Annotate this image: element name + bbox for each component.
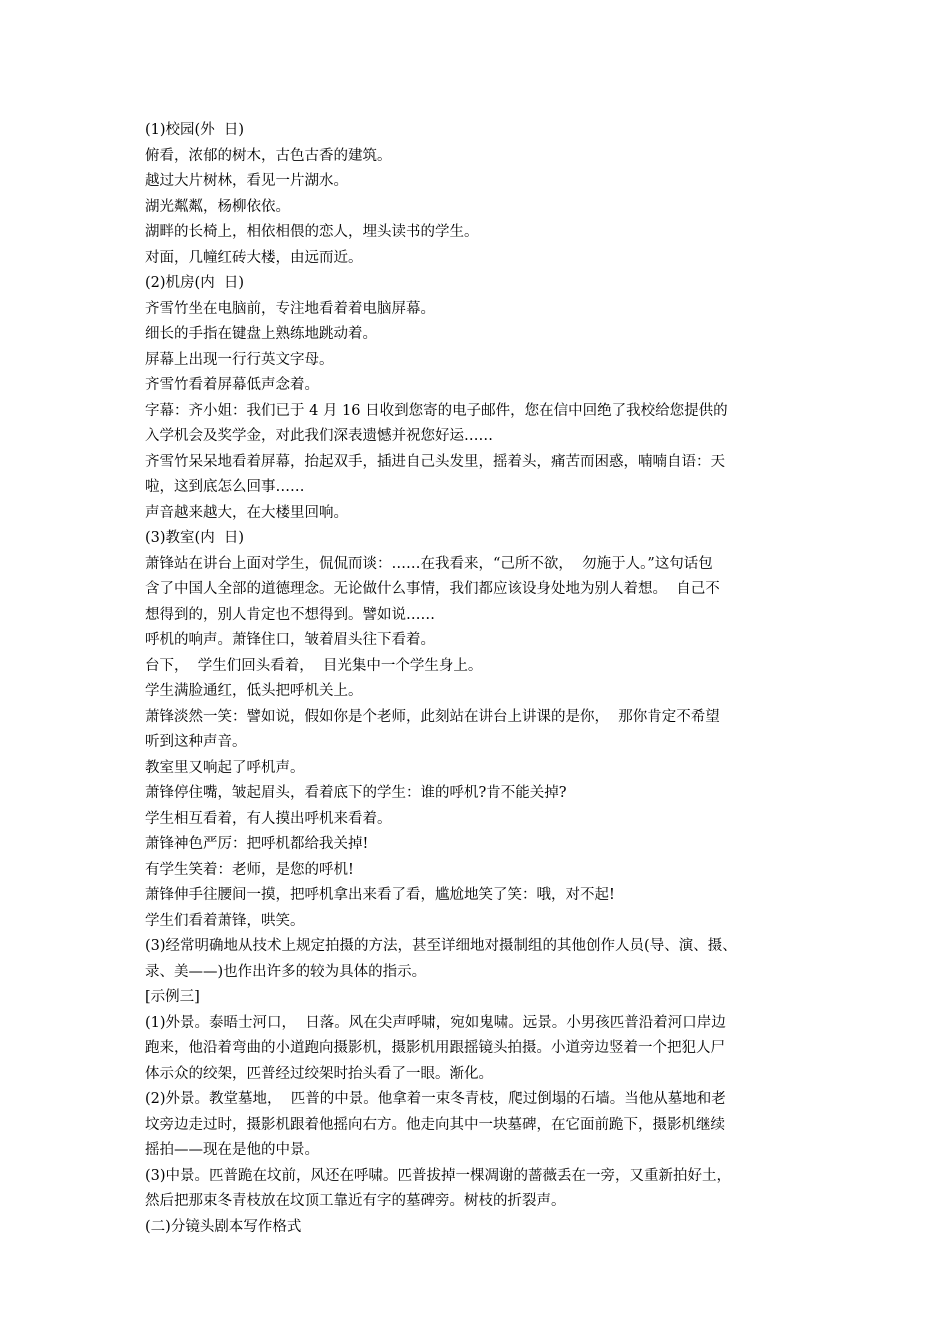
text-line-2: 俯看，浓郁的树木，古色古香的建筑。: [145, 147, 392, 164]
text-line-25: 听到这种声音。: [145, 734, 247, 750]
text-line-6: 对面，几幢红砖大楼，由远而近。: [145, 249, 363, 266]
text-line-44: (二)分镜头剧本写作格式: [145, 1218, 302, 1235]
text-line-17: (3)教室(内 日): [145, 530, 245, 546]
text-line-3: 越过大片树林，看见一片湖水。: [145, 173, 348, 189]
text-line-10: 屏幕上出现一行行英文字母。: [145, 351, 334, 368]
text-line-27: 萧锋停住嘴，皱起眉头，看着底下的学生：谁的呼机?肯不能关掉?: [145, 785, 567, 801]
text-line-37: 跑来，他沿着弯曲的小道跑向摄影机，摄影机用跟摇镜头拍摄。小道旁边竖着一个把犯人尸: [145, 1040, 725, 1056]
text-line-33: (3)经常明确地从技术上规定拍摄的方法，甚至详细地对摄制组的其他创作人员(导、演、摄、: [145, 938, 737, 954]
text-line-21: 呼机的响声。萧锋住口，皱着眉头往下看着。: [145, 632, 435, 648]
text-line-39: (2)外景。教堂墓地， 匹普的中景。他拿着一束冬青枝，爬过倒塌的石墙。当他从墓地和老: [145, 1091, 726, 1107]
text-line-32: 学生们看着萧锋，哄笑。: [145, 912, 305, 929]
text-line-14: 齐雪竹呆呆地看着屏幕，抬起双手，插进自己头发里，摇着头，痛苦而困惑，喃喃自语：天: [145, 453, 725, 470]
text-line-1: (1)校园(外 日): [145, 122, 245, 138]
text-line-41: 摇拍——现在是他的中景。: [145, 1142, 319, 1158]
text-line-40: 坟旁边走过时，摄影机跟着他摇向右方。他走向其中一块墓碑，在它面前跪下，摄影机继续: [145, 1116, 725, 1133]
text-line-7: (2)机房(内 日): [145, 275, 245, 291]
text-line-9: 细长的手指在键盘上熟练地跳动着。: [145, 326, 377, 342]
text-line-22: 台下， 学生们回头看着， 目光集中一个学生身上。: [145, 657, 483, 674]
text-line-19: 含了中国人全部的道德理念。无论做什么事情，我们都应该设身处地为别人着想。 自己不: [145, 581, 720, 597]
text-line-30: 有学生笑着：老师，是您的呼机!: [145, 861, 354, 878]
text-line-42: (3)中景。匹普跪在坟前，风还在呼啸。匹普拔掉一棵凋谢的蔷薇丢在一旁，又重新拍好土，: [145, 1167, 732, 1184]
text-line-20: 想得到的，别人肯定也不想得到。譬如说……: [145, 606, 435, 623]
text-line-24: 萧锋淡然一笑：譬如说，假如你是个老师，此刻站在讲台上讲课的是你， 那你肯定不希望: [145, 708, 720, 725]
text-line-26: 教室里又响起了呼机声。: [145, 759, 305, 776]
text-line-35: [示例三]: [145, 989, 200, 1005]
text-line-31: 萧锋伸手往腰间一摸，把呼机拿出来看了看，尴尬地笑了笑：哦，对不起!: [145, 887, 615, 903]
text-line-18: 萧锋站在讲台上面对学生，侃侃而谈：……在我看来，“己所不欲， 勿施于人。”这句话包: [145, 555, 713, 572]
text-line-11: 齐雪竹看着屏幕低声念着。: [145, 377, 319, 393]
document-page: [145, 118, 815, 1240]
text-line-28: 学生相互看着，有人摸出呼机来看着。: [145, 810, 392, 827]
text-line-23: 学生满脸通红，低头把呼机关上。: [145, 683, 363, 699]
text-line-16: 声音越来越大，在大楼里回响。: [145, 504, 348, 521]
text-line-34: 录、美——)也作出许多的较为具体的指示。: [145, 963, 427, 980]
text-line-29: 萧锋神色严厉：把呼机都给我关掉!: [145, 836, 369, 852]
text-line-15: 啦，这到底怎么回事……: [145, 479, 305, 495]
text-line-8: 齐雪竹坐在电脑前，专注地看着着电脑屏幕。: [145, 300, 435, 317]
text-line-12: 字幕：齐小姐：我们已于 4 月 16 日收到您寄的电子邮件，您在信中回绝了我校给您提供的: [145, 402, 728, 419]
text-line-38: 体示众的绞架，匹普经过绞架时抬头看了一眼。渐化。: [145, 1065, 493, 1082]
text-line-13: 入学机会及奖学金，对此我们深表遗憾并祝您好运……: [145, 428, 493, 444]
text-line-4: 湖光粼粼，杨柳依依。: [145, 198, 290, 215]
text-line-5: 湖畔的长椅上，相依相偎的恋人，埋头读书的学生。: [145, 224, 479, 240]
text-line-43: 然后把那束冬青枝放在坟顶工靠近有字的墓碑旁。树枝的折裂声。: [145, 1193, 566, 1209]
text-line-36: (1)外景。泰晤士河口， 日落。风在尖声呼啸，宛如鬼啸。远景。小男孩匹普沿着河口岸边: [145, 1014, 726, 1031]
